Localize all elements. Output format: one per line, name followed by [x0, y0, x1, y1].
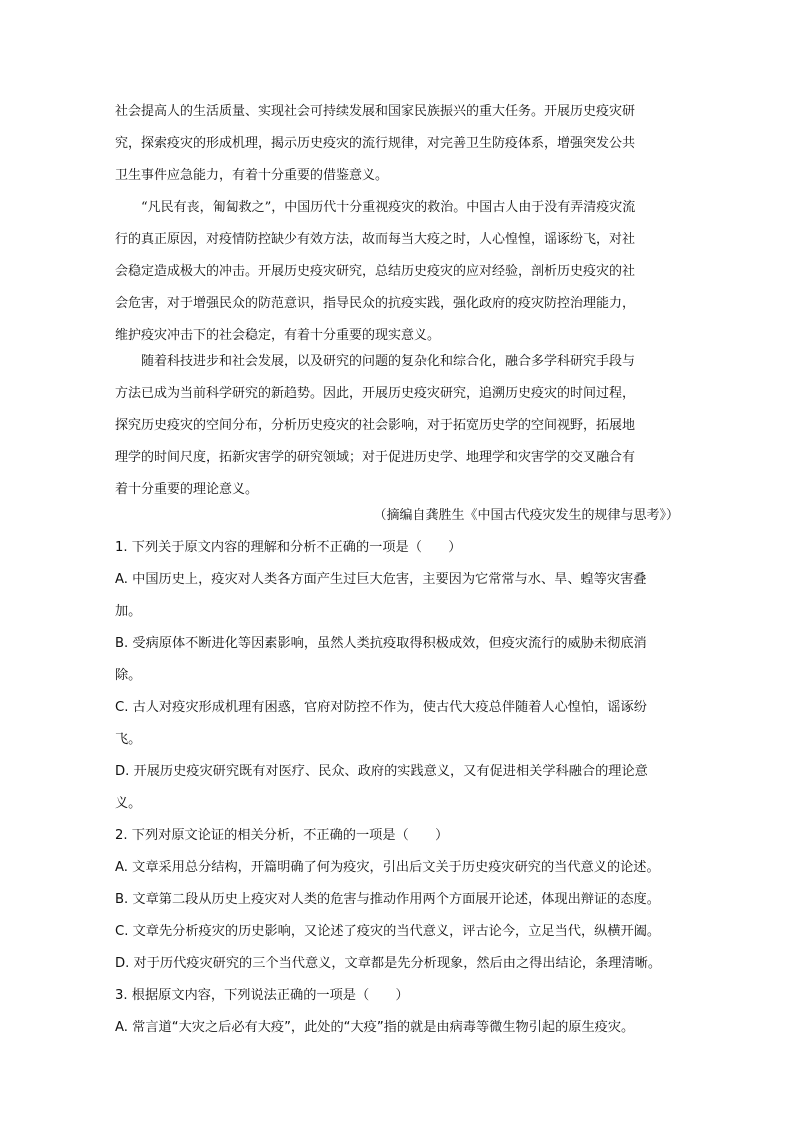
- question-line: 2. 下列对原文论证的相关分析，不正确的一项是（ ）: [115, 828, 449, 843]
- question-line: C. 古人对疫灾形成机理有困惑，官府对防控不作为，使古代大疫总伴随着人心惶怕，谣诼纷: [115, 700, 647, 715]
- question-line: 3. 根据原文内容，下列说法正确的一项是（ ）: [115, 988, 409, 1003]
- question-line: 义。: [115, 796, 142, 811]
- question-line: 除。: [115, 668, 142, 683]
- article-line: 理学的时间尺度，拓新灾害学的研究领域；对于促进历史学、地理学和灾害学的交叉融合有: [115, 450, 636, 465]
- question-line: A. 常言道“大灾之后必有大疫”，此处的“大疫”指的就是由病毒等微生物引起的原生疫灾。: [115, 1020, 635, 1035]
- article-line: 维护疫灾冲击下的社会稳定，有着十分重要的现实意义。: [115, 328, 441, 343]
- question-line: D. 开展历史疫灾研究既有对医疗、民众、政府的实践意义，又有促进相关学科融合的理论意: [115, 764, 648, 779]
- question-line: B. 文章第二段从历史上疫灾对人类的危害与推动作用两个方面展开论述，体现出辩证的态度。: [115, 892, 660, 907]
- question-line: 加。: [115, 604, 142, 619]
- article-line: 探究历史疫灾的空间分布，分析历史疫灾的社会影响，对于拓宽历史学的空间视野，拓展地: [115, 418, 636, 433]
- article-line: 方法已成为当前科学研究的新趋势。因此，开展历史疫灾研究，追溯历史疫灾的时间过程，: [115, 386, 636, 401]
- article-line: “凡民有丧，匍匐救之”，中国历代十分重视疫灾的救治。中国古人由于没有弄清疫灾流: [141, 200, 636, 215]
- article-line: 究，探索疫灾的形成机理，揭示历史疫灾的流行规律，对完善卫生防疫体系，增强突发公共: [115, 136, 636, 151]
- article-line: 卫生事件应急能力，有着十分重要的借鉴意义。: [115, 168, 389, 183]
- question-line: A. 中国历史上，疫灾对人类各方面产生过巨大危害，主要因为它常常与水、旱、蝗等灾害叠: [115, 572, 647, 587]
- article-line: 着十分重要的理论意义。: [115, 482, 259, 497]
- article-line: 行的真正原因，对疫情防控缺少有效方法，故而每当大疫之时，人心惶惶，谣诼纷飞，对社: [115, 232, 636, 247]
- question-line: 1. 下列关于原文内容的理解和分析不正确的一项是（ ）: [115, 540, 462, 555]
- question-line: A. 文章采用总分结构，开篇明确了何为疫灾，引出后文关于历史疫灾研究的当代意义的论述。: [115, 860, 660, 875]
- article-line: 会稳定造成极大的冲击。开展历史疫灾研究，总结历史疫灾的应对经验，剖析历史疫灾的社: [115, 264, 636, 279]
- article-source: （摘编自龚胜生《中国古代疫灾发生的规律与思考》）: [373, 508, 679, 523]
- article-line: 会危害，对于增强民众的防范意识，指导民众的抗疫实践，强化政府的疫灾防控治理能力，: [115, 296, 636, 311]
- article-line: 社会提高人的生活质量、实现社会可持续发展和国家民族振兴的重大任务。开展历史疫灾研: [115, 104, 636, 119]
- question-line: B. 受病原体不断进化等因素影响，虽然人类抗疫取得积极成效，但疫灾流行的威胁未彻底消: [115, 636, 647, 651]
- question-line: 飞。: [115, 732, 142, 747]
- article-line: 随着科技进步和社会发展，以及研究的问题的复杂化和综合化，融合多学科研究手段与: [141, 354, 636, 369]
- question-line: D. 对于历代疫灾研究的三个当代意义，文章都是先分析现象，然后由之得出结论，条理清晰。: [115, 956, 662, 971]
- question-line: C. 文章先分析疫灾的历史影响，又论述了疫灾的当代意义，评古论今，立足当代，纵横开阖。: [115, 924, 661, 939]
